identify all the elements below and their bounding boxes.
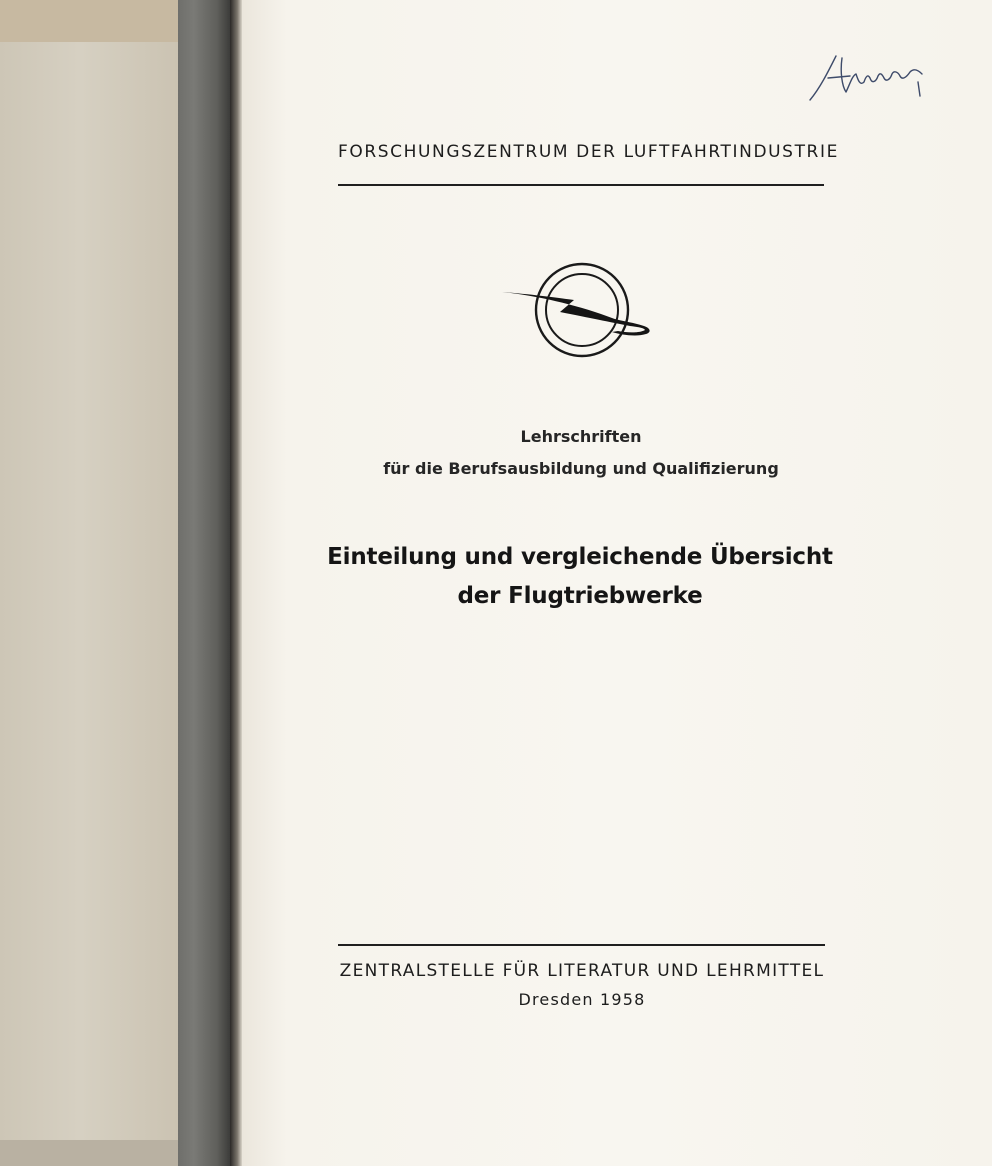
publication-place-year: Dresden 1958 — [518, 990, 646, 1009]
organization-heading: FORSCHUNGSZENTRUM DER LUFTFAHRTINDUSTRIE — [338, 142, 839, 162]
book-spine — [178, 0, 230, 1166]
handwritten-signature — [806, 48, 930, 108]
aviation-emblem-icon — [500, 262, 655, 358]
series-subtitle: für die Berufsausbildung und Qualifizierung — [383, 459, 779, 478]
main-title-line-1: Einteilung und vergleichende Übersicht — [327, 544, 833, 570]
bottom-divider — [338, 944, 825, 946]
series-title: Lehrschriften — [520, 427, 642, 446]
cover-top-band — [0, 0, 178, 42]
page-gutter — [230, 0, 242, 1166]
cover-bottom-shadow — [0, 1140, 178, 1166]
main-title-line-2: der Flugtriebwerke — [457, 583, 703, 609]
book-cover-left — [0, 0, 178, 1166]
publisher-name: ZENTRALSTELLE FÜR LITERATUR UND LEHRMITTEL — [339, 961, 825, 981]
top-divider — [338, 184, 824, 186]
